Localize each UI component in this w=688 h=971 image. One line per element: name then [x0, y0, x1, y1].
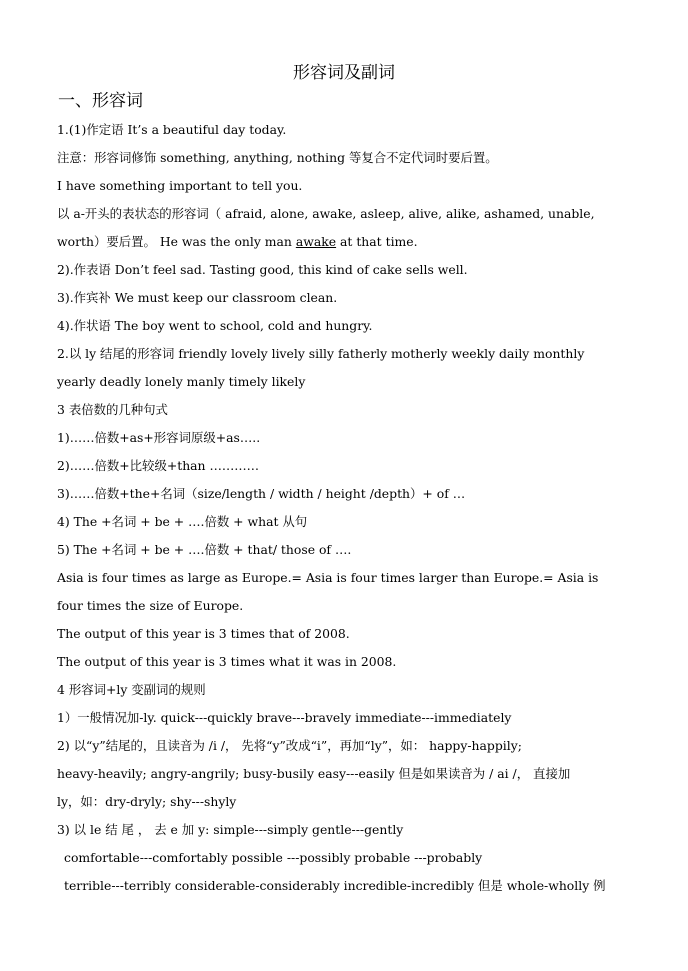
- text-segment: worth）要后置。 He was the only man: [57, 234, 296, 249]
- text-segment: at that time.: [336, 234, 418, 249]
- text-line: 1.(1)作定语 It’s a beautiful day today.: [57, 122, 287, 137]
- text-line: comfortable---comfortably possible ---possibly probable ---probably: [64, 850, 483, 865]
- text-line: 5) The +名词 + be + ….倍数 + that/ those of ….: [57, 542, 352, 557]
- text-line: yearly deadly lonely manly timely likely: [57, 374, 306, 389]
- text-line: terrible---terribly considerable-considerably incredible-incredibly 但是 whole-wholly 例: [64, 878, 606, 893]
- underlined-word: awake: [295, 234, 337, 249]
- section-heading: 一、形容词: [58, 91, 143, 111]
- text-line: 以 a-开头的表状态的形容词（ afraid, alone, awake, asleep, alive, alike, ashamed, unable,: [57, 206, 595, 221]
- text-line: Asia is four times as large as Europe.= Asia is four times larger than Europe.= Asia is: [57, 570, 599, 585]
- text-line: 3) 以 le 结 尾 ， 去 e 加 y: simple---simply gentle---gently: [57, 822, 404, 837]
- text-line: 1)……倍数+as+形容词原级+as…..: [57, 430, 261, 445]
- text-line: [57, 233, 418, 251]
- text-line: 注意：形容词修饰 something, anything, nothing 等复合不定代词时要后置。: [57, 150, 498, 165]
- text-line: The output of this year is 3 times what it was in 2008.: [57, 654, 397, 669]
- text-line: 1）一般情况加-ly. quick---quickly brave---bravely immediate---immediately: [57, 710, 512, 725]
- text-line: 4).作状语 The boy went to school, cold and hungry.: [57, 318, 373, 333]
- text-line: 2.以 ly 结尾的形容词 friendly lovely lively silly fatherly motherly weekly daily monthly: [57, 346, 585, 361]
- text-line: ly，如：dry-dryly; shy---shyly: [57, 794, 237, 809]
- text-line: I have something important to tell you.: [57, 178, 303, 193]
- text-line: 4 形容词+ly 变副词的规则: [57, 682, 206, 697]
- text-line: 2)……倍数+比较级+than …………: [57, 458, 260, 473]
- text-line: 3)……倍数+the+名词（size/length / width / height /depth）+ of …: [57, 486, 466, 501]
- text-line: The output of this year is 3 times that of 2008.: [57, 626, 350, 641]
- text-line: 2).作表语 Don’t feel sad. Tasting good, this kind of cake sells well.: [57, 262, 468, 277]
- text-line: 3 表倍数的几种句式: [57, 402, 168, 417]
- text-line: 2) 以“y”结尾的，且读音为 /i /， 先将“y”改成“i”，再加“ly”，如： happy-happily;: [57, 738, 522, 753]
- page-title: 形容词及副词: [293, 63, 395, 83]
- text-line: 4) The +名词 + be + ….倍数 + what 从句: [57, 514, 308, 529]
- text-line: heavy-heavily; angry-angrily; busy-busily easy---easily 但是如果读音为 / ai /， 直接加: [57, 766, 571, 781]
- text-line: four times the size of Europe.: [57, 598, 244, 613]
- text-line: 3).作宾补 We must keep our classroom clean.: [57, 290, 338, 305]
